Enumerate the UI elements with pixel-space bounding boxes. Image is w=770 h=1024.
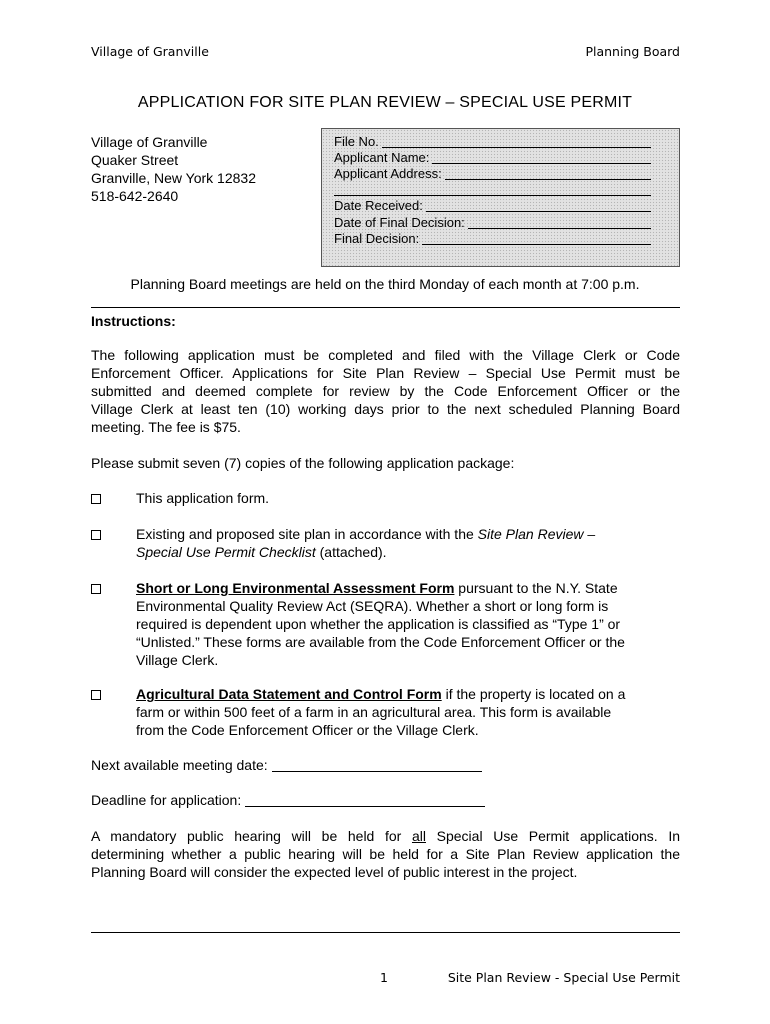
applicant-address-label: Applicant Address: (334, 166, 442, 181)
address-block (91, 133, 256, 205)
item4-line1-rest: if the property is located on a (441, 686, 626, 702)
page-number: 1 (380, 970, 388, 985)
item4-line-3: from the Code Enforcement Officer or the Village Clerk. (136, 722, 479, 738)
item3-line1-rest: pursuant to the N.Y. State (454, 580, 618, 596)
checklist-checkbox-4[interactable] (91, 690, 101, 700)
agricultural-form-title: Agricultural Data Statement and Control Form (136, 686, 442, 702)
date-received-field[interactable] (334, 198, 651, 214)
instructions-heading: Instructions: (91, 313, 176, 329)
deadline-field[interactable] (91, 792, 485, 810)
checklist-checkbox-1[interactable] (91, 494, 101, 504)
checklist-item-3 (136, 579, 680, 669)
checklist-checkbox-3[interactable] (91, 584, 101, 594)
header-left: Village of Granville (91, 44, 209, 59)
date-final-decision-label: Date of Final Decision: (334, 215, 465, 230)
hearing-line1-a: A mandatory public hearing will be held for (91, 828, 412, 844)
item3-line-3: required is dependent upon whether the application is classified as “Type 1” or (136, 616, 621, 632)
item2-italic-a: Site Plan Review – (477, 526, 596, 542)
instructions-line-2: Enforcement Officer. Applications for Site Plan Review – Special Use Permit must be (91, 365, 680, 381)
applicant-address-line-2[interactable] (334, 182, 651, 198)
office-use-box (321, 128, 680, 267)
deadline-label: Deadline for application: (91, 792, 242, 808)
applicant-name-field[interactable] (334, 150, 651, 166)
address-line-2: Quaker Street (91, 152, 179, 168)
hearing-line1-b: Special Use Permit applications. In (426, 828, 680, 844)
header-right: Planning Board (585, 44, 680, 59)
item2-prefix: Existing and proposed site plan in accordance with the (136, 526, 478, 542)
file-no-label: File No. (334, 134, 379, 149)
instructions-paragraph (91, 346, 680, 436)
instructions-line-5: meeting. The fee is $75. (91, 419, 241, 435)
seqra-form-title: Short or Long Environmental Assessment Form (136, 580, 455, 596)
next-meeting-field[interactable] (91, 757, 482, 775)
file-no-field[interactable] (334, 134, 651, 150)
item2-suffix: (attached). (315, 544, 387, 560)
next-meeting-label: Next available meeting date: (91, 757, 268, 773)
page-title: APPLICATION FOR SITE PLAN REVIEW – SPECIAL USE PERMIT (137, 94, 633, 111)
date-received-label: Date Received: (334, 198, 423, 213)
item4-line-2: farm or within 500 feet of a farm in an agricultural area. This form is available (136, 704, 612, 720)
instructions-line-4: Village Clerk at least ten (10) working days prior to the next scheduled Planning Board (91, 401, 680, 417)
date-final-decision-field[interactable] (334, 215, 651, 231)
hearing-line-2: determining whether a public hearing will be held for a Site Plan Review application the (91, 846, 680, 862)
address-line-3: Granville, New York 12832 (91, 170, 256, 186)
hearing-line-3: Planning Board will consider the expected level of public interest in the project. (91, 864, 578, 880)
final-decision-field[interactable] (334, 231, 651, 247)
item3-line-4: “Unlisted.” These forms are available from the Code Enforcement Officer or the (136, 634, 625, 650)
checklist-checkbox-2[interactable] (91, 530, 101, 540)
checklist-item-1: This application form. (136, 490, 270, 506)
meeting-note: Planning Board meetings are held on the third Monday of each month at 7:00 p.m. (130, 276, 640, 292)
checklist-item-2 (136, 525, 680, 561)
applicant-name-label: Applicant Name: (334, 150, 430, 165)
item3-line-5: Village Clerk. (136, 652, 219, 668)
hearing-all: all (411, 828, 426, 844)
instructions-line-1: The following application must be completed and filed with the Village Clerk or Code (91, 347, 680, 363)
hearing-paragraph (91, 827, 680, 881)
item3-line-2: Environmental Quality Review Act (SEQRA). Whether a short or long form is (136, 598, 609, 614)
final-decision-label: Final Decision: (334, 231, 420, 246)
address-phone: 518-642-2640 (91, 188, 179, 204)
instructions-line-3: submitted and deemed complete for review by the Code Enforcement Officer or the (91, 383, 680, 399)
checklist-item-4 (136, 685, 680, 739)
submit-note: Please submit seven (7) copies of the following application package: (91, 455, 515, 471)
item2-italic-b: Special Use Permit Checklist (136, 544, 316, 560)
divider-bottom (91, 932, 680, 933)
footer-doc-name: Site Plan Review - Special Use Permit (447, 970, 680, 985)
address-line-1: Village of Granville (91, 134, 208, 150)
applicant-address-field[interactable] (334, 166, 651, 182)
divider-top (91, 307, 680, 308)
